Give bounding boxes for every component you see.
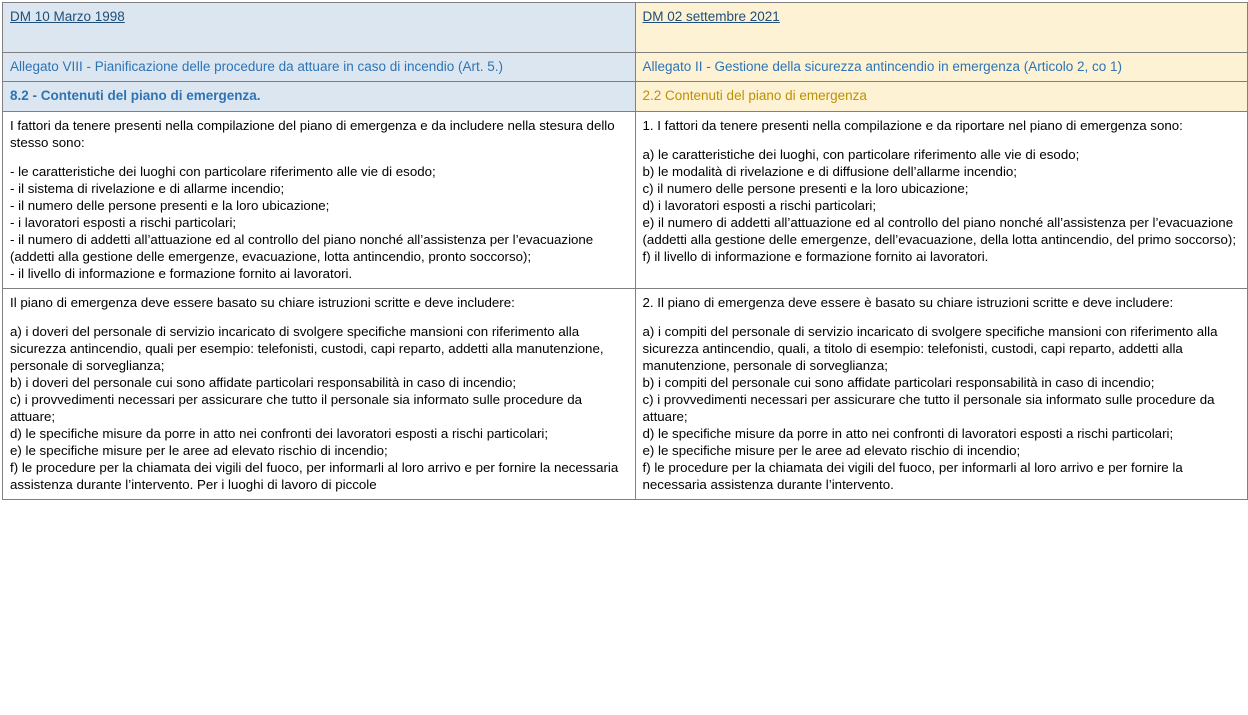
list-item: d) le specifiche misure da porre in atto nei confronti di lavoratori esposti a rischi particolari;: [642, 425, 1174, 441]
left-document-title: DM 10 Marzo 1998: [10, 9, 125, 24]
left-plan-intro: Il piano di emergenza deve essere basato su chiare istruzioni scritte e deve includere:: [10, 294, 515, 310]
left-document-header-cell: [3, 3, 636, 53]
left-section-cell: [3, 82, 636, 111]
list-item: f) il livello di informazione e formazione fornito ai lavoratori.: [642, 248, 989, 264]
right-factors-intro: 1. I fattori da tenere presenti nella compilazione e da riportare nel piano di emergenza sono:: [642, 117, 1183, 133]
right-plan-list: [643, 323, 1241, 493]
left-factors-cell: [3, 111, 636, 288]
list-item: f) le procedure per la chiamata dei vigili del fuoco, per informarli al loro arrivo e per fornire la necessaria assistenza durante l’intervento. Per i luoghi di lavoro di piccole: [10, 459, 619, 492]
list-item: a) le caratteristiche dei luoghi, con particolare riferimento alle vie di esodo;: [642, 146, 1080, 162]
list-item: d) le specifiche misure da porre in atto nei confronti dei lavoratori esposti a rischi particolari;: [10, 425, 549, 441]
right-factors-list: [643, 146, 1241, 265]
list-item: - i lavoratori esposti a rischi particolari;: [10, 214, 237, 230]
right-plan-intro: 2. Il piano di emergenza deve essere è basato su chiare istruzioni scritte e deve includere:: [642, 294, 1174, 310]
list-item: e) le specifiche misure per le aree ad elevato rischio di incendio;: [10, 442, 388, 458]
left-section-title: 8.2 - Contenuti del piano di emergenza.: [10, 88, 261, 104]
right-annex-cell: [635, 53, 1248, 82]
list-item: e) le specifiche misure per le aree ad elevato rischio di incendio;: [642, 442, 1021, 458]
list-item: c) i provvedimenti necessari per assicurare che tutto il personale sia informato sulle procedure da attuare;: [642, 391, 1215, 424]
left-plan-cell: [3, 288, 636, 499]
comparison-table: [2, 2, 1248, 500]
left-annex-title: Allegato VIII - Pianificazione delle procedure da attuare in caso di incendio (Art. 5.): [10, 59, 504, 74]
table-row-plan-content: [3, 288, 1248, 499]
list-item: c) il numero delle persone presenti e la loro ubicazione;: [642, 180, 969, 196]
spacer: [643, 311, 1241, 323]
left-factors-list: [10, 163, 628, 282]
list-item: c) i provvedimenti necessari per assicurare che tutto il personale sia informato sulle procedure da attuare;: [10, 391, 583, 424]
left-factors-intro: I fattori da tenere presenti nella compilazione del piano di emergenza e da includere nella stesura dello stesso sono:: [10, 117, 615, 150]
list-item: b) le modalità di rivelazione e di diffusione dell’allarme incendio;: [642, 163, 1017, 179]
list-item: - il livello di informazione e formazione fornito ai lavoratori.: [10, 265, 353, 281]
list-item: - le caratteristiche dei luoghi con particolare riferimento alle vie di esodo;: [10, 163, 436, 179]
table-row-document-headers: [3, 3, 1248, 53]
comparison-document: [0, 2, 1248, 500]
right-section-title: 2.2 Contenuti del piano di emergenza: [642, 88, 867, 104]
spacer: [10, 151, 628, 163]
list-item: d) i lavoratori esposti a rischi particolari;: [642, 197, 877, 213]
list-item: f) le procedure per la chiamata dei vigili del fuoco, per informarli al loro arrivo e per fornire la necessaria assistenza durante l’intervento.: [642, 459, 1183, 492]
list-item: e) il numero di addetti all’attuazione ed al controllo del piano nonché all’assistenza per l’evacuazione (addetti alla gestione delle emergenze, dell’evacuazione, della lotta antincendio, del primo soccorso);: [642, 214, 1237, 247]
list-item: a) i compiti del personale di servizio incaricato di svolgere specifiche mansioni con riferimento alla sicurezza antincendio, quali, a titolo di esempio: telefonisti, custodi, capi reparto, addetti alla manutenzione, personale di sorveglianza;: [642, 323, 1218, 373]
list-item: a) i doveri del personale di servizio incaricato di svolgere specifiche mansioni con riferimento alla sicurezza antincendio, quali per esempio: telefonisti, custodi, capi reparto, addetti alla manutenzione, personale di sorveglianza;: [10, 323, 604, 373]
list-item: - il sistema di rivelazione e di allarme incendio;: [10, 180, 285, 196]
list-item: - il numero delle persone presenti e la loro ubicazione;: [10, 197, 330, 213]
list-item: - il numero di addetti all’attuazione ed al controllo del piano nonché all’assistenza per l’evacuazione (addetti alla gestione delle emergenze, evacuazione, lotta antincendio, pronto soccorso);: [10, 231, 594, 264]
right-plan-cell: [635, 288, 1248, 499]
spacer: [643, 134, 1241, 146]
right-document-title: DM 02 settembre 2021: [642, 9, 780, 24]
right-factors-cell: [635, 111, 1248, 288]
table-row-annex-titles: [3, 53, 1248, 82]
right-section-cell: [635, 82, 1248, 111]
list-item: b) i doveri del personale cui sono affidate particolari responsabilità in caso di incendio;: [10, 374, 517, 390]
left-plan-list: [10, 323, 628, 493]
spacer: [10, 311, 628, 323]
list-item: b) i compiti del personale cui sono affidate particolari responsabilità in caso di incendio;: [642, 374, 1155, 390]
table-row-factors: [3, 111, 1248, 288]
left-annex-cell: [3, 53, 636, 82]
right-document-header-cell: [635, 3, 1248, 53]
right-annex-title: Allegato II - Gestione della sicurezza antincendio in emergenza (Articolo 2, co 1): [642, 59, 1123, 74]
table-row-section-titles: [3, 82, 1248, 111]
